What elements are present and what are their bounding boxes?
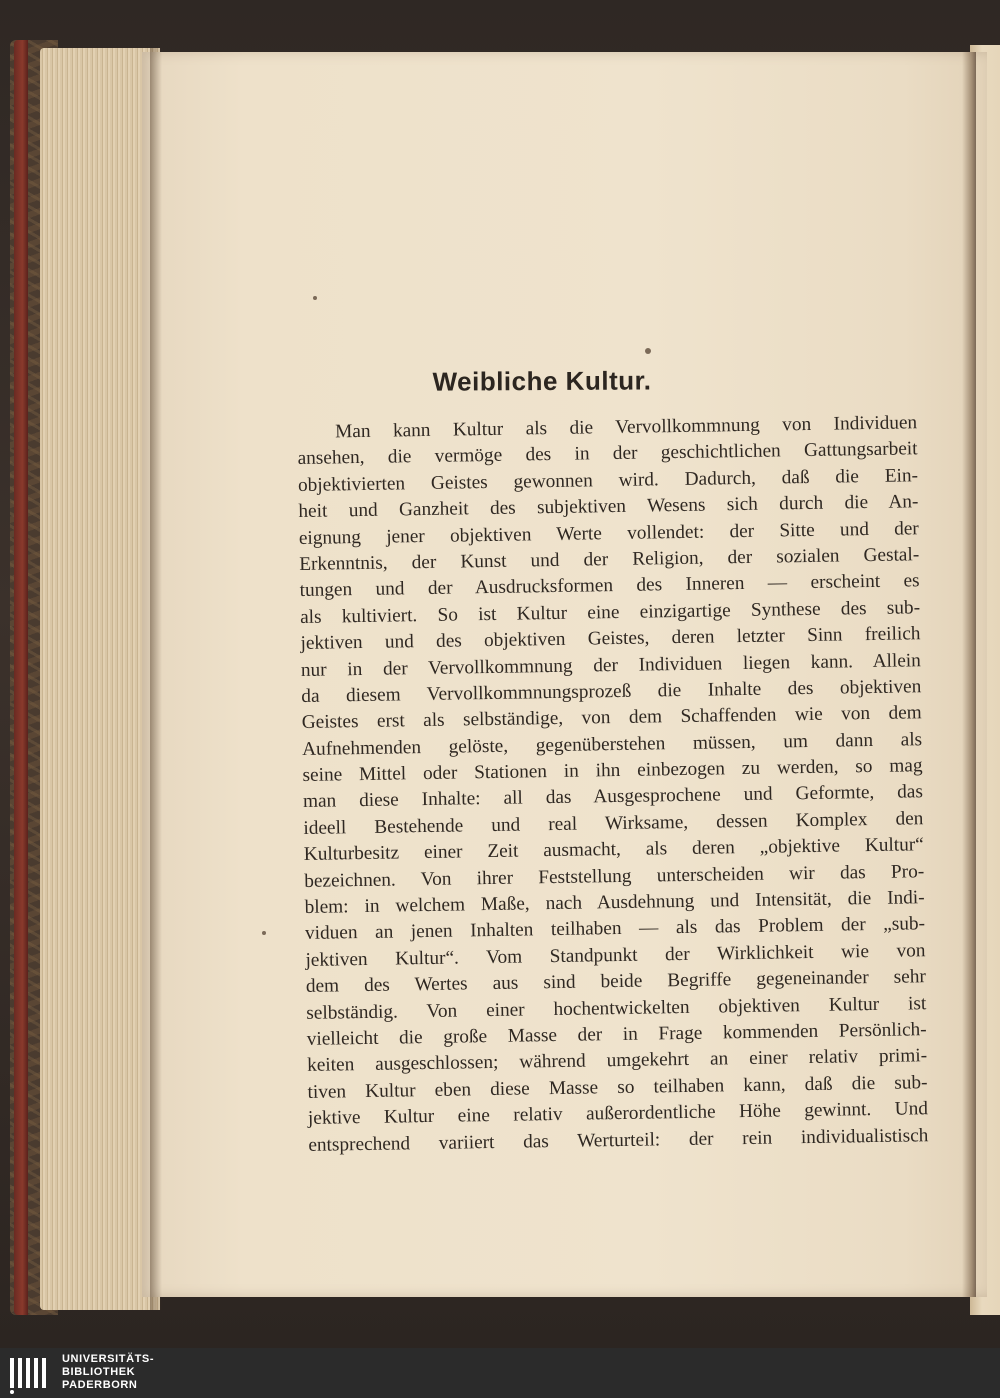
text-line: keiten ausgeschlossen; während umgekehrt an einer relativ primi- (306, 1045, 928, 1077)
library-logo-icon (8, 1354, 48, 1394)
text-line: nur in der Vervollkommnung der Individuen liegen kann. Allein (300, 649, 922, 681)
text-line: Geistes erst als selbständige, von dem Schaffenden wie von dem (301, 702, 922, 734)
paper-fleck (262, 931, 266, 935)
logo-line: PADERBORN (62, 1379, 138, 1391)
text-line: als kultiviert. So ist Kultur eine einzigartige Synthese des sub- (299, 596, 921, 628)
logo-line: BIBLIOTHEK (62, 1366, 136, 1378)
page-shadow (150, 48, 162, 1310)
text-line: jektiven und des objektiven Geistes, deren letzter Sinn freilich (300, 623, 921, 655)
text-line: da diesem Vervollkommnungsprozeß die Inhalte des objektiven (301, 676, 922, 707)
text-line: Aufnehmenden gelöste, gegenüberstehen müssen, um dann als (302, 728, 923, 760)
book-spine-edge (14, 40, 28, 1315)
text-line: ideell Bestehende und real Wirksame, dessen Komplex den (303, 808, 924, 839)
text-line: tiven Kultur eben diese Masse so teilhaben kann, daß die sub- (307, 1071, 928, 1103)
text-line: viduen an jenen Inhalten teilhaben — als das Problem der „sub- (304, 913, 926, 945)
paper-fleck (313, 296, 317, 300)
text-line: heit und Ganzheit des subjektiven Wesens sich durch die An- (298, 491, 919, 523)
text-line: seine Mittel oder Stationen in ihn einbezogen zu werden, so mag (302, 755, 923, 787)
text-line: man diese Inhalte: all das Ausgesprochene und Geformte, das (302, 781, 924, 813)
body-paragraph (297, 410, 929, 1159)
paper-fleck (645, 348, 651, 354)
text-line: jektiven Kultur“. Vom Standpunkt der Wirklichkeit wie von (305, 940, 926, 971)
text-line: dem des Wertes aus sind beide Begriffe gegeneinander sehr (305, 966, 926, 998)
text-line: ansehen, die vermöge des in der geschichtlichen Gattungsarbeit (297, 438, 918, 470)
text-line: entsprechend variiert das Werturteil: der rein individualistisch (308, 1124, 929, 1156)
text-line: tungen und der Ausdrucksformen des Inneren — erscheint es (299, 570, 920, 602)
text-line: vielleicht die große Masse der in Frage kommenden Persönlich- (306, 1019, 927, 1050)
text-line: eignung jener objektiven Werte vollendet: der Sitte und der (298, 517, 919, 549)
text-line: objektivierten Geistes gewonnen wird. Dadurch, daß die Ein- (297, 465, 919, 496)
library-logo-text (62, 1353, 154, 1392)
text-line: Erkenntnis, der Kunst und der Religion, der sozialen Gestal- (299, 544, 920, 575)
text-line: Man kann Kultur als die Vervollkommnung von Individuen (335, 412, 918, 443)
text-line: Kulturbesitz einer Zeit ausmacht, als deren „objektive Kultur“ (303, 834, 924, 866)
text-line: bezeichnen. Von ihrer Feststellung unterscheiden wir das Pro- (304, 860, 925, 892)
logo-line: UNIVERSITÄTS- (62, 1353, 155, 1365)
text-line: selbständig. Von einer hochentwickelten objektiven Kultur ist (306, 992, 927, 1024)
text-line: jektive Kultur eine relativ außerordentliche Höhe gewinnt. Und (307, 1098, 929, 1130)
library-footer-bar (0, 1348, 1000, 1398)
chapter-title: Weibliche Kultur. (432, 365, 652, 397)
text-line: blem: in welchem Maße, nach Ausdehnung und Intensität, die Indi- (304, 887, 925, 918)
page-gutter (962, 52, 976, 1297)
